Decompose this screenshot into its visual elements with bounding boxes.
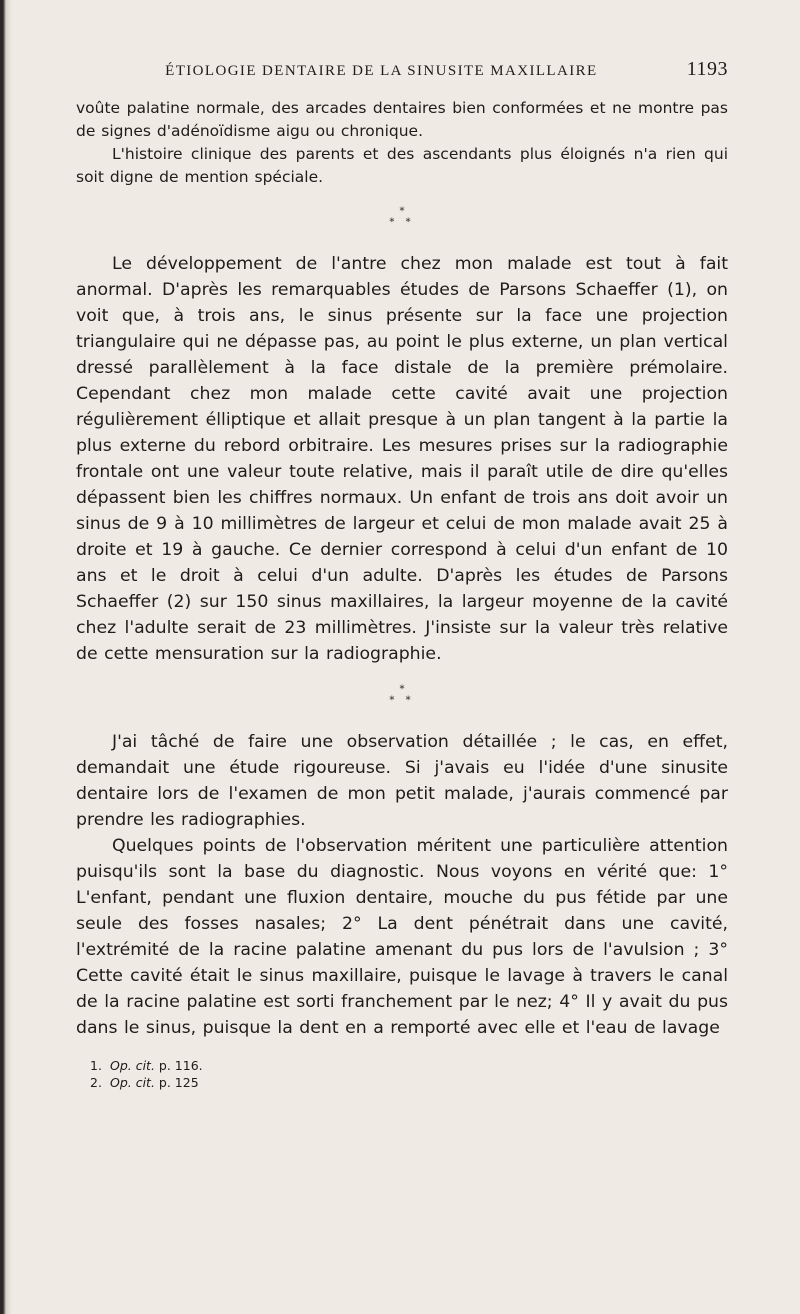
running-title: ÉTIOLOGIE DENTAIRE DE LA SINUSITE MAXILLAIRE bbox=[165, 63, 598, 79]
separator-star-top: * bbox=[399, 684, 405, 695]
document-page bbox=[76, 58, 728, 1091]
footnote-number: 2. bbox=[90, 1075, 102, 1090]
footnote-number: 1. bbox=[90, 1058, 102, 1073]
footnote-page: p. 116. bbox=[158, 1058, 203, 1073]
book-spine-edge bbox=[0, 0, 12, 1314]
footnotes bbox=[76, 1057, 728, 1091]
separator-stars-bottom: * * bbox=[389, 217, 415, 228]
separator-star-top: * bbox=[399, 206, 405, 217]
paragraph: voûte palatine normale, des arcades dentaires bien conformées et ne montre pas de signes d'adénoïdisme aigu ou chronique. bbox=[76, 99, 728, 140]
separator-stars-bottom: * * bbox=[389, 695, 415, 706]
paragraph: Quelques points de l'observation méritent une particulière attention puisqu'ils sont la base du diagnostic. Nous voyons en vérité que: 1° L'enfant, pendant une fluxion dentaire, mouche du pus fétide par une seule des fosses nasales; 2° La dent pénétrait dans une cavité, l'extrémité de la racine palatine amenant du pus lors de l'avulsion ; 3° Cette cavité était le sinus maxillaire, puisque le lavage à travers le canal de la racine palatine est sorti franchement par le nez; 4° Il y avait du pus dans le sinus, puisque la dent en a remporté avec elle et l'eau de lavage bbox=[76, 836, 728, 1038]
footnote-reference: Op. cit. bbox=[109, 1058, 155, 1073]
footnote-reference: Op. cit. bbox=[109, 1075, 155, 1090]
section-separator bbox=[76, 207, 728, 229]
page-number: 1193 bbox=[686, 58, 728, 80]
paragraph: L'histoire clinique des parents et des ascendants plus éloignés n'a rien qui soit digne de mention spéciale. bbox=[76, 145, 728, 186]
paragraph: J'ai tâché de faire une observation détaillée ; le cas, en effet, demandait une étude rigoureuse. Si j'avais eu l'idée d'une sinusite dentaire lors de l'examen de mon petit malade, j'aurais commencé par prendre les radiographies. bbox=[76, 732, 728, 830]
footnote-page: p. 125 bbox=[158, 1075, 199, 1090]
running-header bbox=[76, 58, 728, 81]
footnote bbox=[90, 1074, 728, 1091]
section-separator bbox=[76, 685, 728, 707]
paragraph: Le développement de l'antre chez mon malade est tout à fait anormal. D'après les remarquables études de Parsons Schaeffer (1), on voit que, à trois ans, le sinus présente sur la face une projection triangulaire qui ne dépasse pas, au point le plus externe, un plan vertical dressé parallèlement à la face distale de la première prémolaire. Cependant chez mon malade cette cavité avait une projection régulièrement élliptique et allait presque à un plan tangent à la partie la plus externe du rebord orbitraire. Les mesures prises sur la radiographie frontale ont une valeur toute relative, mais il paraît utile de dire qu'elles dépassent bien les chiffres normaux. Un enfant de trois ans doit avoir un sinus de 9 à 10 millimètres de largeur et celui de mon malade avait 25 à droite et 19 à gauche. Ce dernier correspond à celui d'un enfant de 10 ans et le droit à celui d'un adulte. D'après les études de Parsons Schaeffer (2) sur 150 sinus maxillaires, la largeur moyenne de la cavité chez l'adulte serait de 23 millimètres. J'insiste sur la valeur très relative de cette mensuration sur la radiographie. bbox=[76, 254, 728, 664]
footnote bbox=[90, 1057, 728, 1074]
